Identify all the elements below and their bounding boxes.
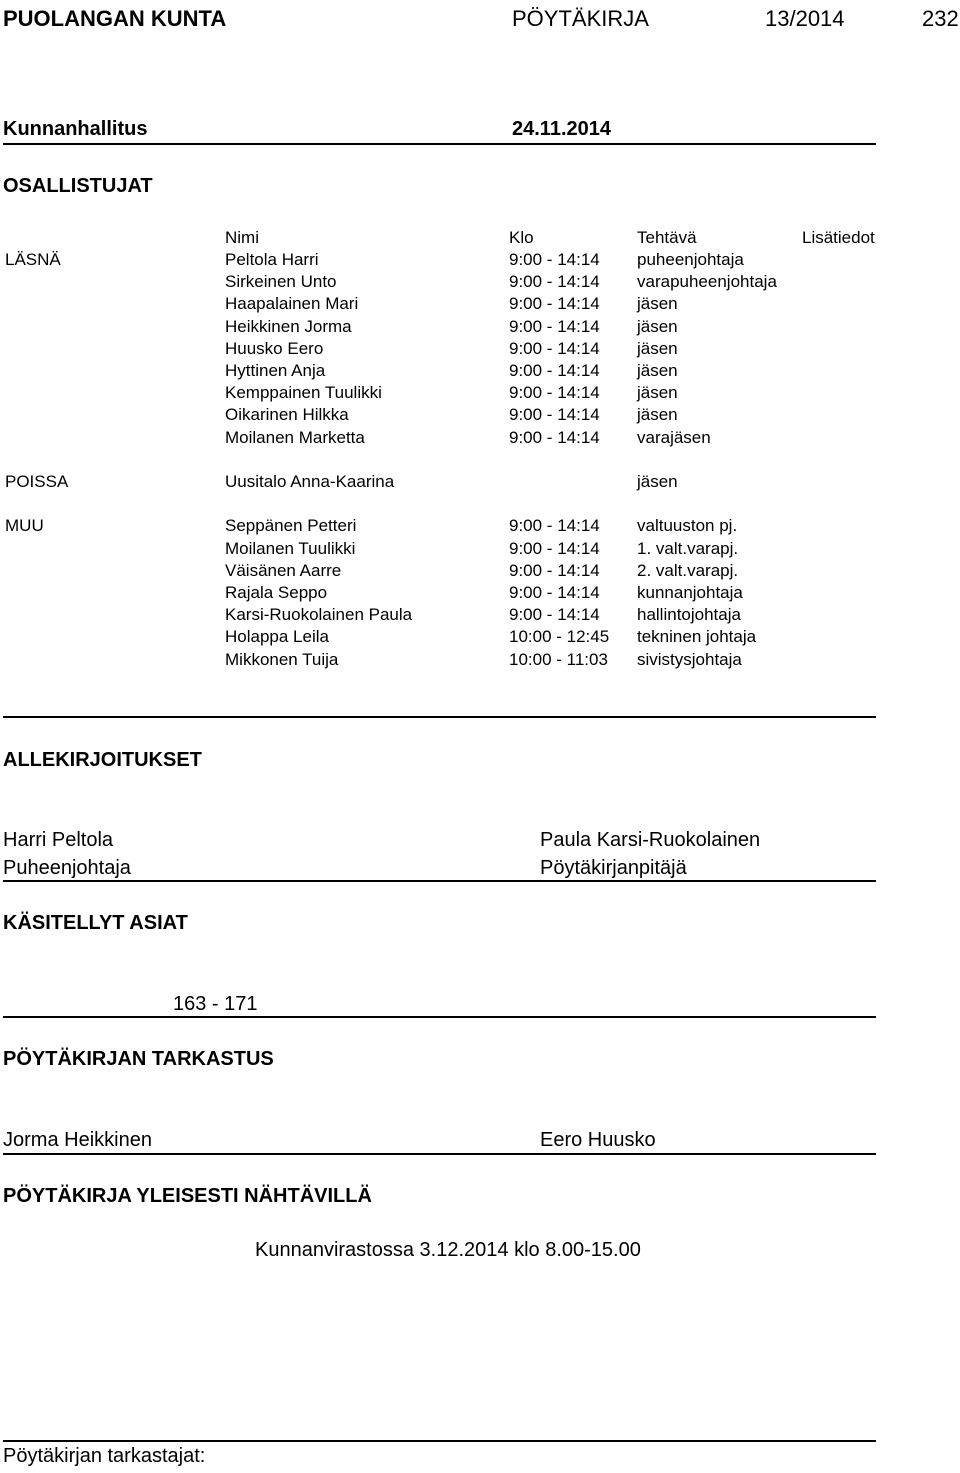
- chair-signature-name: Harri Peltola: [3, 829, 114, 851]
- participant-role: jäsen: [637, 383, 678, 403]
- participant-name: Rajala Seppo: [225, 583, 328, 602]
- participant-role: jäsen: [637, 338, 678, 358]
- column-header-role: Tehtävä: [637, 228, 697, 247]
- participant-name: Sirkeinen Unto: [225, 272, 337, 292]
- participant-time: 9:00 - 14:14: [509, 427, 600, 447]
- participant-time: 9:00 - 14:14: [509, 383, 600, 403]
- signatures-rule: [3, 880, 876, 882]
- participant-role: kunnanjohtaja: [637, 583, 743, 602]
- meeting-date: 24.11.2014: [512, 118, 611, 140]
- participant-name: Huusko Eero: [225, 338, 324, 358]
- participant-role: jäsen: [637, 361, 678, 380]
- page-number: 232: [922, 6, 959, 31]
- column-header-time: Klo: [509, 228, 534, 247]
- participants-title: OSALLISTUJAT: [3, 175, 153, 197]
- reviewer-left-name: Jorma Heikkinen: [3, 1129, 152, 1151]
- participant-name: Väisänen Aarre: [225, 560, 342, 580]
- participant-role: valtuuston pj.: [637, 516, 738, 536]
- participant-role: puheenjohtaja: [637, 250, 744, 269]
- participant-name: Oikarinen Hilkka: [225, 405, 349, 425]
- participant-time: 9:00 - 14:14: [509, 361, 600, 380]
- participant-time: 9:00 - 14:14: [509, 560, 600, 580]
- participant-name: Mikkonen Tuija: [225, 649, 339, 669]
- participant-time: 9:00 - 14:14: [509, 338, 600, 358]
- participant-time: 9:00 - 14:14: [509, 538, 600, 558]
- participant-time: 9:00 - 14:14: [509, 316, 600, 336]
- participant-name: Hyttinen Anja: [225, 361, 326, 380]
- items-title: KÄSITELLYT ASIAT: [3, 912, 188, 934]
- municipality-name: PUOLANGAN KUNTA: [3, 6, 227, 31]
- group-label: POISSA: [5, 472, 69, 491]
- participant-time: 9:00 - 14:14: [509, 516, 600, 536]
- signatures-top-rule: [3, 716, 876, 718]
- participant-name: Uusitalo Anna-Kaarina: [225, 472, 395, 491]
- participant-time: 9:00 - 14:14: [509, 605, 600, 625]
- participant-time: 10:00 - 11:03: [509, 649, 608, 669]
- participant-role: tekninen johtaja: [637, 627, 757, 647]
- items-rule: [3, 1016, 876, 1018]
- public-display-text: Kunnanvirastossa 3.12.2014 klo 8.00-15.00: [255, 1239, 641, 1261]
- group-label: LÄSNÄ: [5, 250, 61, 269]
- participant-name: Seppänen Petteri: [225, 516, 357, 536]
- participant-role: jäsen: [637, 405, 678, 425]
- secretary-title: Pöytäkirjanpitäjä: [540, 857, 687, 879]
- secretary-signature-name: Paula Karsi-Ruokolainen: [540, 829, 761, 851]
- participant-time: 9:00 - 14:14: [509, 583, 600, 602]
- participant-role: jäsen: [637, 316, 678, 336]
- participant-name: Moilanen Marketta: [225, 427, 365, 447]
- document-number: 13/2014: [765, 6, 845, 31]
- participant-time: 9:00 - 14:14: [509, 250, 600, 269]
- participant-role: varajäsen: [637, 427, 711, 447]
- participant-time: 9:00 - 14:14: [509, 294, 600, 314]
- participant-role: jäsen: [637, 472, 678, 491]
- participant-name: Karsi-Ruokolainen Paula: [225, 605, 413, 625]
- signatures-title: ALLEKIRJOITUKSET: [3, 749, 202, 771]
- review-title: PÖYTÄKIRJAN TARKASTUS: [3, 1048, 274, 1070]
- participant-role: 2. valt.varapj.: [637, 560, 739, 580]
- footer-rule: [3, 1440, 876, 1442]
- participant-name: Heikkinen Jorma: [225, 316, 352, 336]
- items-range: 163 - 171: [173, 993, 258, 1015]
- document-type: PÖYTÄKIRJA: [512, 6, 649, 31]
- participant-role: varapuheenjohtaja: [637, 272, 777, 292]
- participant-name: Holappa Leila: [225, 627, 329, 647]
- chair-title: Puheenjohtaja: [3, 857, 131, 879]
- column-header-info: Lisätiedot: [802, 228, 875, 247]
- participant-name: Moilanen Tuulikki: [225, 538, 356, 558]
- meeting-rule: [3, 143, 876, 145]
- reviewers-label: Pöytäkirjan tarkastajat:: [3, 1445, 206, 1467]
- participant-role: hallintojohtaja: [637, 605, 741, 625]
- participant-time: 10:00 - 12:45: [509, 627, 610, 647]
- column-header-name: Nimi: [225, 228, 259, 247]
- public-display-title: PÖYTÄKIRJA YLEISESTI NÄHTÄVILLÄ: [3, 1185, 372, 1207]
- review-rule: [3, 1153, 876, 1155]
- participant-name: Kemppainen Tuulikki: [225, 383, 382, 403]
- participant-time: 9:00 - 14:14: [509, 405, 600, 425]
- meeting-body: Kunnanhallitus: [3, 118, 148, 140]
- reviewer-right-name: Eero Huusko: [540, 1129, 656, 1151]
- group-label: MUU: [5, 516, 44, 536]
- participant-time: 9:00 - 14:14: [509, 272, 600, 292]
- participant-name: Haapalainen Mari: [225, 294, 359, 314]
- participant-role: sivistysjohtaja: [637, 649, 742, 669]
- participant-role: jäsen: [637, 294, 678, 314]
- participant-role: 1. valt.varapj.: [637, 538, 739, 558]
- participant-name: Peltola Harri: [225, 250, 319, 269]
